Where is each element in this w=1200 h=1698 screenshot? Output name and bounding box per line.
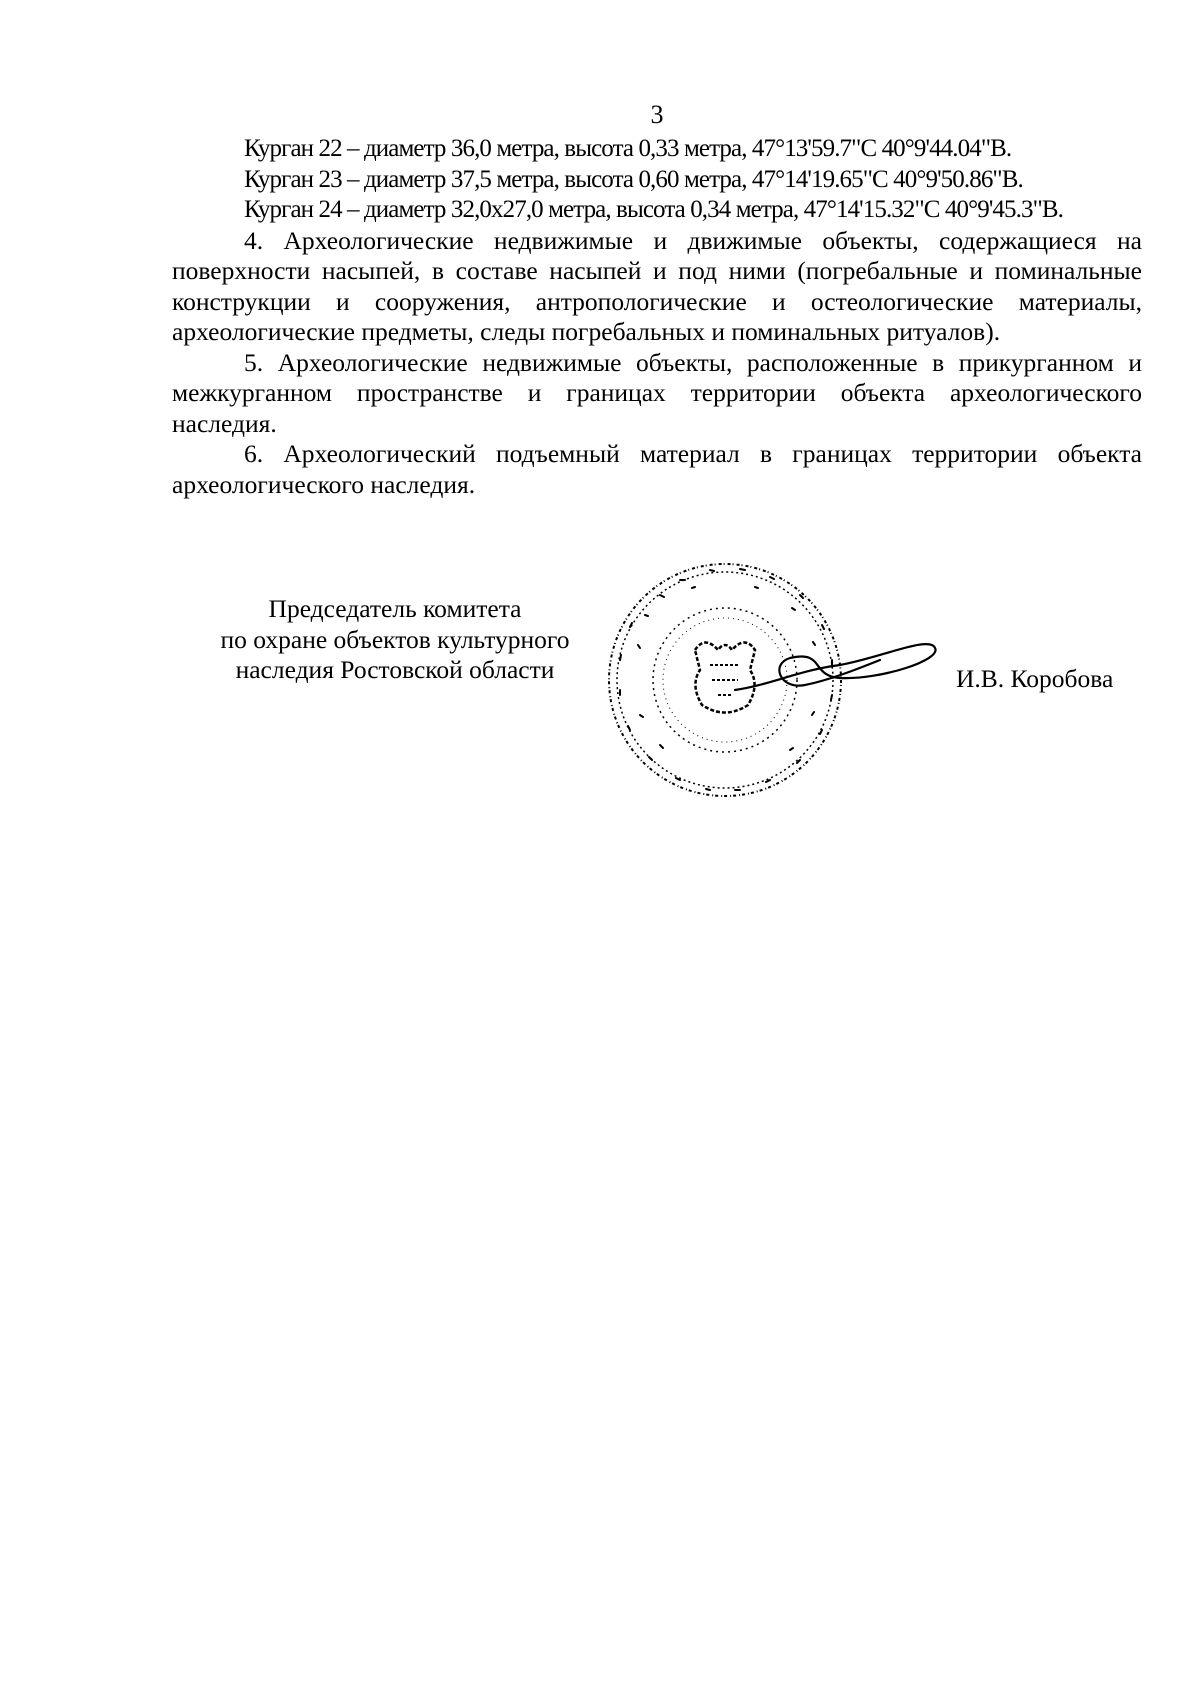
signer-position-line-2: по охране объектов культурного [220,624,570,654]
signer-position-line-1: Председатель комитета [268,594,522,623]
signer-position [180,594,610,686]
signer-name: И.В. Коробова [956,664,1114,693]
kurgan-24-line: Курган 24 – диаметр 32,0х27,0 метра, высота 0,34 метра, 47°14'15.32"С 40°9'45.3"В. [244,196,1064,223]
page-number: 3 [650,100,664,129]
document-body [172,134,1142,500]
paragraph-6: 6. Археологический подъемный материал в границах территории объекта археологического наследия. [172,439,1142,499]
paragraph-4: 4. Археологические недвижимые и движимые объекты, содержащиеся на поверхности насыпей, в составе насыпей и под ними (погребальные и поминальные конструкции и сооружения, антропологические и остеологические материалы, археологические предметы, следы погребальных и поминальных ритуалов). [172,225,1142,346]
signer-position-line-3: наследия Ростовской области [235,655,555,684]
handwritten-signature-icon [730,630,950,710]
kurgan-23-line: Курган 23 – диаметр 37,5 метра, высота 0,60 метра, 47°14'19.65"С 40°9'50.86"В. [244,165,1023,193]
paragraph-5: 5. Археологические недвижимые объекты, расположенные в прикурганном и межкурганном пространстве и границах территории объекта археологического наследия. [172,347,1142,438]
kurgan-22-line: Курган 22 – диаметр 36,0 метра, высота 0,33 метра, 47°13'59.7"С 40°9'44.04"В. [244,135,1012,162]
